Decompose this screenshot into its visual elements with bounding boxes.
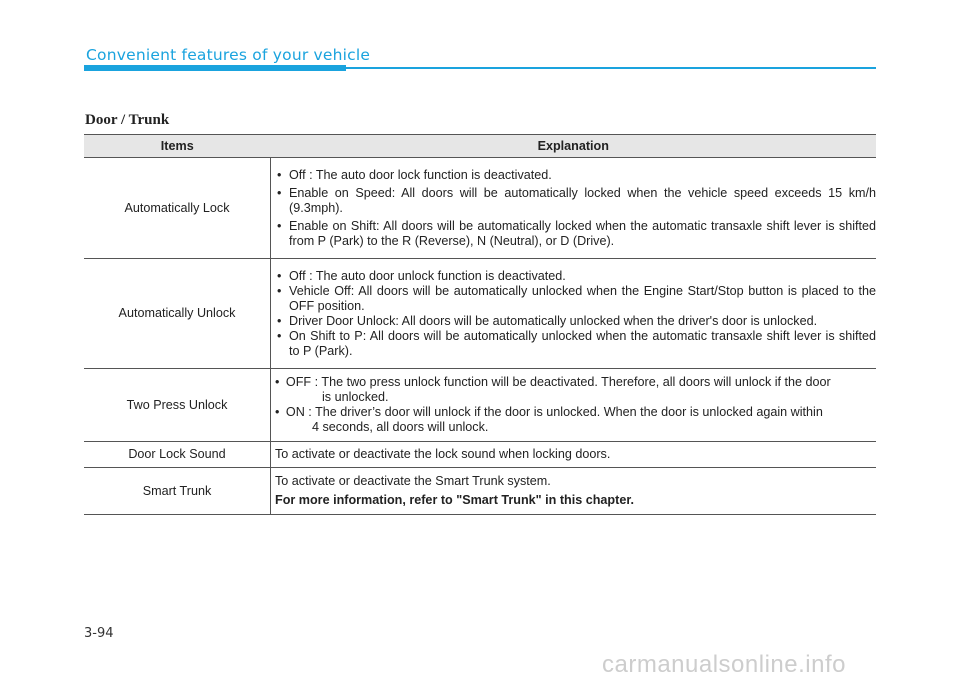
explanation-text: To activate or deactivate the Smart Trunk system. [275, 474, 551, 488]
list-item: • On Shift to P: All doors will be automatically unlocked when the automatic transaxle shift lever is shifted to P (Park). [275, 329, 876, 359]
column-header-items: Items [84, 135, 271, 158]
row-explanation [271, 259, 877, 369]
list-item: • Driver Door Unlock: All doors will be automatically unlocked when the driver's door is unlocked. [275, 314, 876, 329]
header-rule [346, 67, 876, 69]
page-header [84, 46, 876, 72]
bullet-lead-text: OFF : The two press unlock function will be deactivated. Therefore, all doors will unlock if the door [285, 375, 831, 389]
row-item-label: Automatically Lock [84, 158, 271, 259]
row-item-label: Door Lock Sound [84, 442, 271, 468]
bullet-lead-text: ON : The driver’s door will unlock if the door is unlocked. When the door is unlocked again within [285, 405, 823, 419]
list-item: • Off : The auto door unlock function is deactivated. [275, 269, 876, 284]
door-trunk-table [84, 134, 876, 515]
row-explanation [271, 369, 877, 442]
table-row [84, 259, 876, 369]
bullet-list [275, 168, 876, 249]
row-item-label: Smart Trunk [84, 468, 271, 515]
section-title: Door / Trunk [85, 112, 170, 128]
page-number: 3-94 [84, 626, 114, 641]
table-row [84, 369, 876, 442]
row-explanation [271, 158, 877, 259]
row-item-label: Automatically Unlock [84, 259, 271, 369]
table-row [84, 468, 876, 515]
table-row [84, 442, 876, 468]
bullet-continuation-text: is unlocked. [322, 390, 389, 404]
bullet-continuation-text: 4 seconds, all doors will unlock. [312, 420, 489, 434]
list-item: • Enable on Speed: All doors will be automatically locked when the vehicle speed exceeds 15 km/h (9.3mph). [275, 186, 876, 216]
list-item: • Enable on Shift: All doors will be automatically locked when the automatic transaxle shift lever is shifted from P (Park) to the R (Reverse), N (Neutral), or D (Drive). [275, 219, 876, 249]
watermark-text: carmanualsonline.info [602, 651, 846, 678]
list-item [275, 375, 876, 405]
table-row [84, 158, 876, 259]
header-title: Convenient features of your vehicle [86, 46, 371, 64]
list-item [275, 405, 876, 435]
header-accent-bar [84, 65, 346, 71]
explanation-note: For more information, refer to "Smart Trunk" in this chapter. [275, 493, 635, 507]
list-item: • Off : The auto door lock function is deactivated. [275, 168, 876, 183]
bullet-list [275, 375, 876, 435]
row-explanation [271, 468, 877, 515]
explanation-text: To activate or deactivate the lock sound when locking doors. [275, 447, 611, 461]
column-header-explanation: Explanation [271, 135, 877, 158]
bullet-list [275, 269, 876, 359]
table-header-row [84, 135, 876, 158]
list-item: • Vehicle Off: All doors will be automatically unlocked when the Engine Start/Stop button is placed to the OFF position. [275, 284, 876, 314]
row-explanation [271, 442, 877, 468]
row-item-label: Two Press Unlock [84, 369, 271, 442]
